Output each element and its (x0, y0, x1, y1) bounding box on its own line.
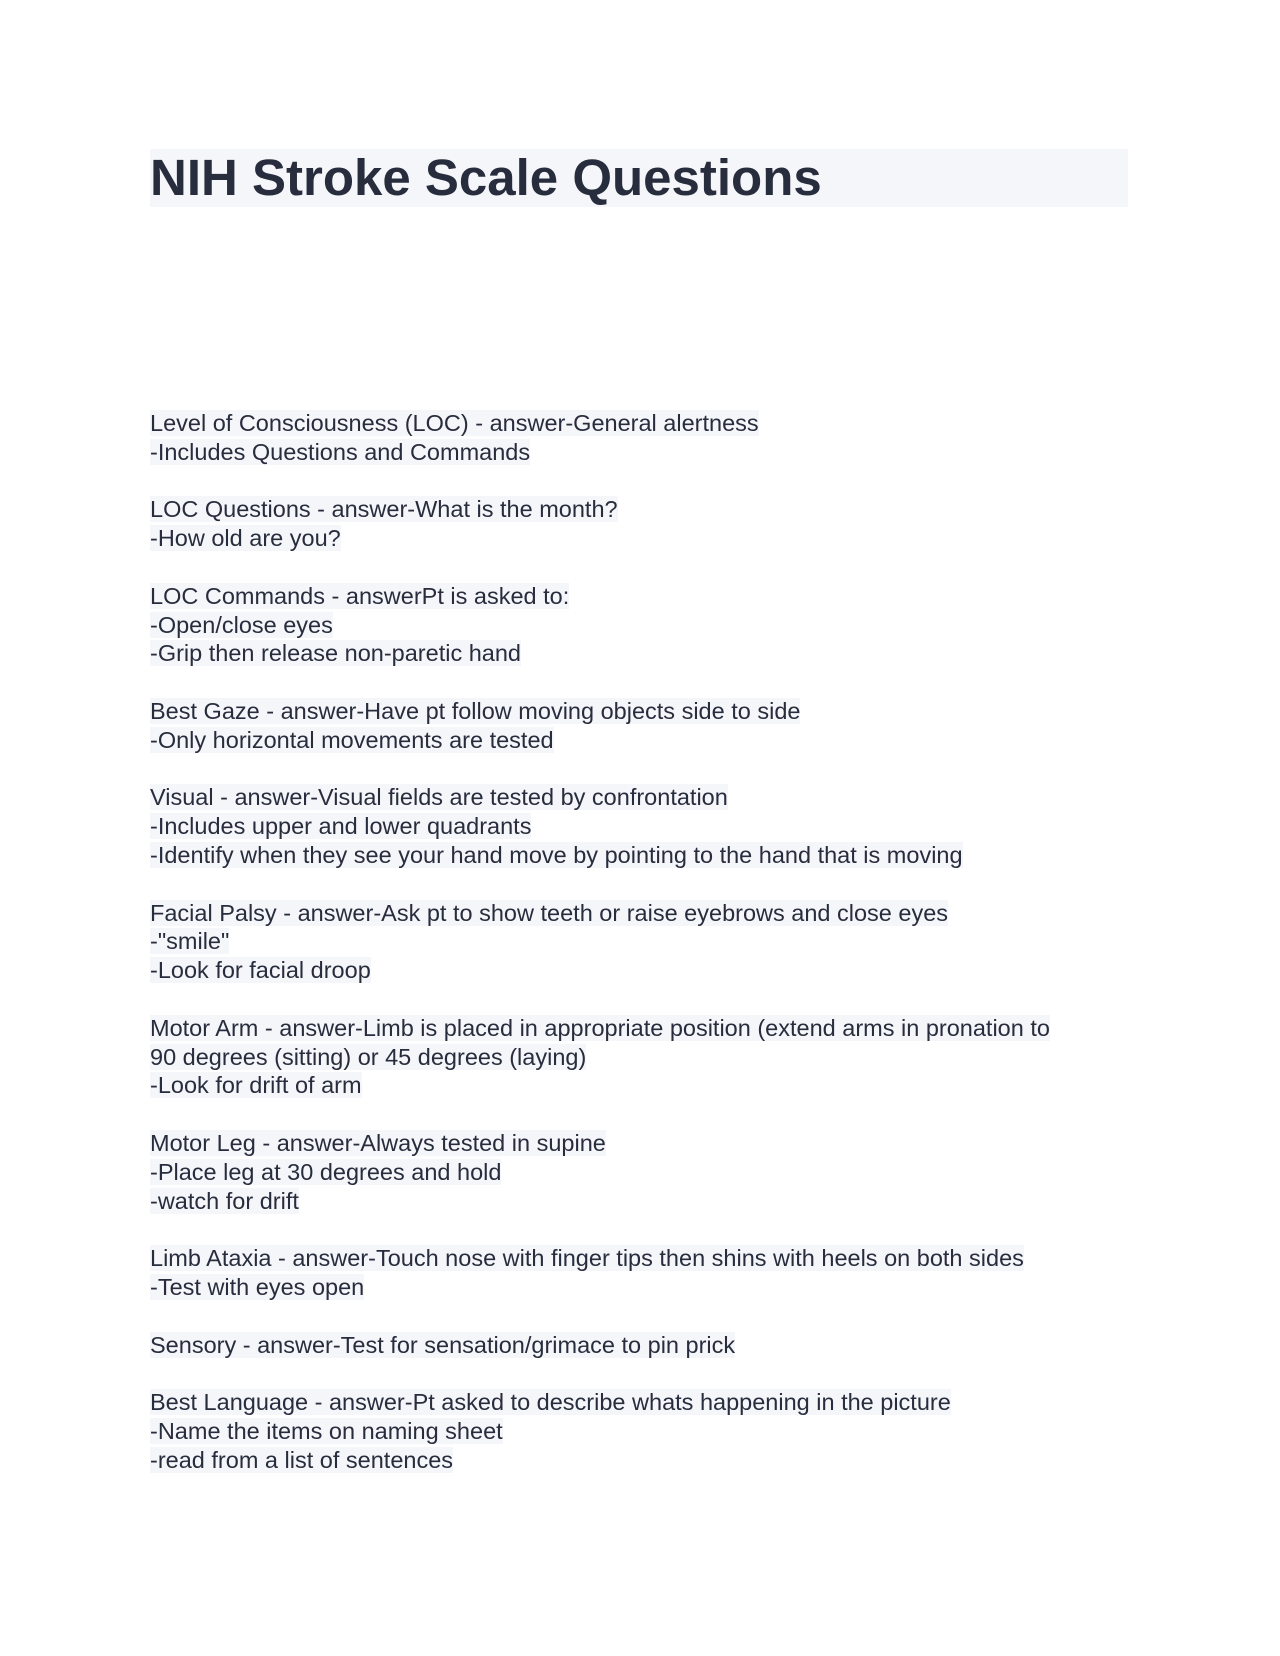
entry-detail-line (150, 1043, 1130, 1072)
entry-detail-line (150, 841, 1130, 870)
entry-question-line (150, 697, 1130, 726)
page-title: NIH Stroke Scale Questions (150, 149, 822, 206)
entry-detail-line (150, 1071, 1130, 1100)
entry-detail-line (150, 1273, 1130, 1302)
entry-detail-line (150, 812, 1130, 841)
entry-text: -Includes Questions and Commands (150, 438, 531, 465)
entry-text: Best Gaze - answer-Have pt follow moving objects side to side (150, 697, 801, 724)
entry-detail-line (150, 1187, 1130, 1216)
entry-text: -Name the items on naming sheet (150, 1417, 503, 1444)
entry-text: -Grip then release non-paretic hand (150, 640, 521, 667)
entry-text: 90 degrees (sitting) or 45 degrees (laying) (150, 1043, 587, 1070)
entry-text: -How old are you? (150, 525, 341, 552)
entry-question-line (150, 495, 1130, 524)
entry-text: -Look for facial droop (150, 957, 371, 984)
flashcard-entry (150, 899, 1130, 985)
entry-text: Level of Consciousness (LOC) - answer-General alertness (150, 410, 759, 436)
entry-text: Motor Leg - answer-Always tested in supine (150, 1129, 606, 1156)
entry-question-line (150, 899, 1130, 928)
entry-text: LOC Commands - answerPt is asked to: (150, 582, 570, 609)
entry-text: -Look for drift of arm (150, 1072, 362, 1099)
entry-text: -Place leg at 30 degrees and hold (150, 1158, 502, 1185)
flashcard-entry (150, 783, 1130, 869)
entry-question-line (150, 582, 1130, 611)
flashcard-list (150, 409, 1130, 1503)
entry-text: -"smile" (150, 928, 230, 955)
entry-question-line (150, 1014, 1130, 1043)
entry-question-line (150, 1244, 1130, 1273)
entry-detail-line (150, 1158, 1130, 1187)
flashcard-entry (150, 495, 1130, 553)
entry-text: Limb Ataxia - answer-Touch nose with finger tips then shins with heels on both sides (150, 1245, 1024, 1272)
entry-text: -Test with eyes open (150, 1273, 365, 1300)
entry-question-line (150, 409, 1130, 438)
entry-text: -watch for drift (150, 1187, 299, 1214)
entry-question-line (150, 1129, 1130, 1158)
entry-text: Visual - answer-Visual fields are tested by confrontation (150, 784, 728, 811)
entry-text: -read from a list of sentences (150, 1446, 454, 1473)
entry-question-line (150, 1331, 1130, 1360)
entry-detail-line (150, 639, 1130, 668)
entry-detail-line (150, 524, 1130, 553)
entry-text: Facial Palsy - answer-Ask pt to show teeth or raise eyebrows and close eyes (150, 899, 949, 926)
entry-detail-line (150, 1417, 1130, 1446)
entry-detail-line (150, 438, 1130, 467)
entry-text: -Identify when they see your hand move by pointing to the hand that is moving (150, 841, 963, 868)
entry-text: -Open/close eyes (150, 611, 333, 638)
flashcard-entry (150, 1014, 1130, 1100)
entry-question-line (150, 783, 1130, 812)
entry-text: Motor Arm - answer-Limb is placed in appropriate position (extend arms in pronation to (150, 1014, 1050, 1041)
entry-text: Sensory - answer-Test for sensation/grimace to pin prick (150, 1331, 736, 1358)
flashcard-entry (150, 582, 1130, 668)
entry-detail-line (150, 956, 1130, 985)
entry-text: -Includes upper and lower quadrants (150, 813, 532, 840)
entry-question-line (150, 1388, 1130, 1417)
flashcard-entry (150, 1388, 1130, 1474)
entry-detail-line (150, 726, 1130, 755)
flashcard-entry (150, 409, 1130, 467)
entry-text: Best Language - answer-Pt asked to describe whats happening in the picture (150, 1389, 951, 1416)
entry-text: LOC Questions - answer-What is the month? (150, 496, 618, 523)
entry-detail-line (150, 611, 1130, 640)
flashcard-entry (150, 1331, 1130, 1360)
entry-detail-line (150, 1446, 1130, 1475)
flashcard-entry (150, 1129, 1130, 1215)
entry-detail-line (150, 927, 1130, 956)
flashcard-entry (150, 697, 1130, 755)
entry-text: -Only horizontal movements are tested (150, 726, 554, 753)
flashcard-entry (150, 1244, 1130, 1302)
